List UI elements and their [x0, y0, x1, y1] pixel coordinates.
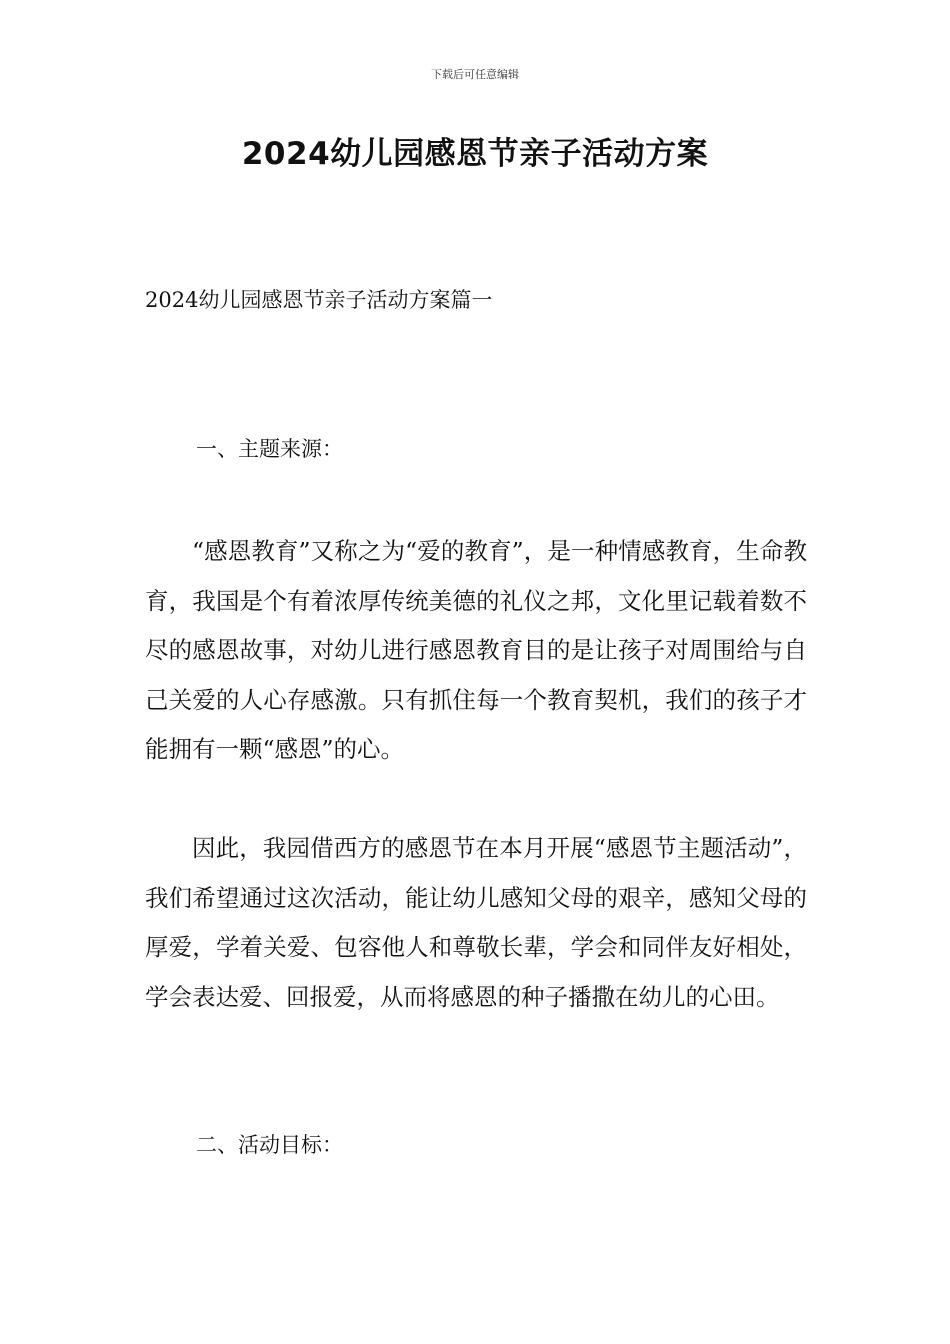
document-title: 2024幼儿园感恩节亲子活动方案 — [241, 136, 709, 172]
header-note: 下载后可任意编辑 — [431, 68, 519, 81]
heading-theme-source: 一、主题来源： — [196, 437, 343, 461]
section-title: 2024幼儿园感恩节亲子活动方案篇一 — [145, 288, 493, 312]
heading-activity-goals: 二、活动目标： — [196, 1133, 343, 1157]
paragraph-activity-purpose: 因此，我园借西方的感恩节在本月开展“感恩节主题活动”，我们希望通过这次活动，能让幼儿感知父母的艰辛，感知父母的厚爱，学着关爱、包容他人和尊敬长辈，学会和同伴友好相处，学会表达爱、回报爱，从而将感恩的种子播撒在幼儿的心田。 — [145, 834, 807, 1011]
paragraph-gratitude-education: “感恩教育”又称之为“爱的教育”，是一种情感教育，生命教育，我国是个有着浓厚传统美德的礼仪之邦，文化里记载着数不尽的感恩故事，对幼儿进行感恩教育目的是让孩子对周围给与自己关爱的人心存感激。只有抓住每一个教育契机，我们的孩子才能拥有一颗“感恩”的心。 — [145, 537, 807, 763]
